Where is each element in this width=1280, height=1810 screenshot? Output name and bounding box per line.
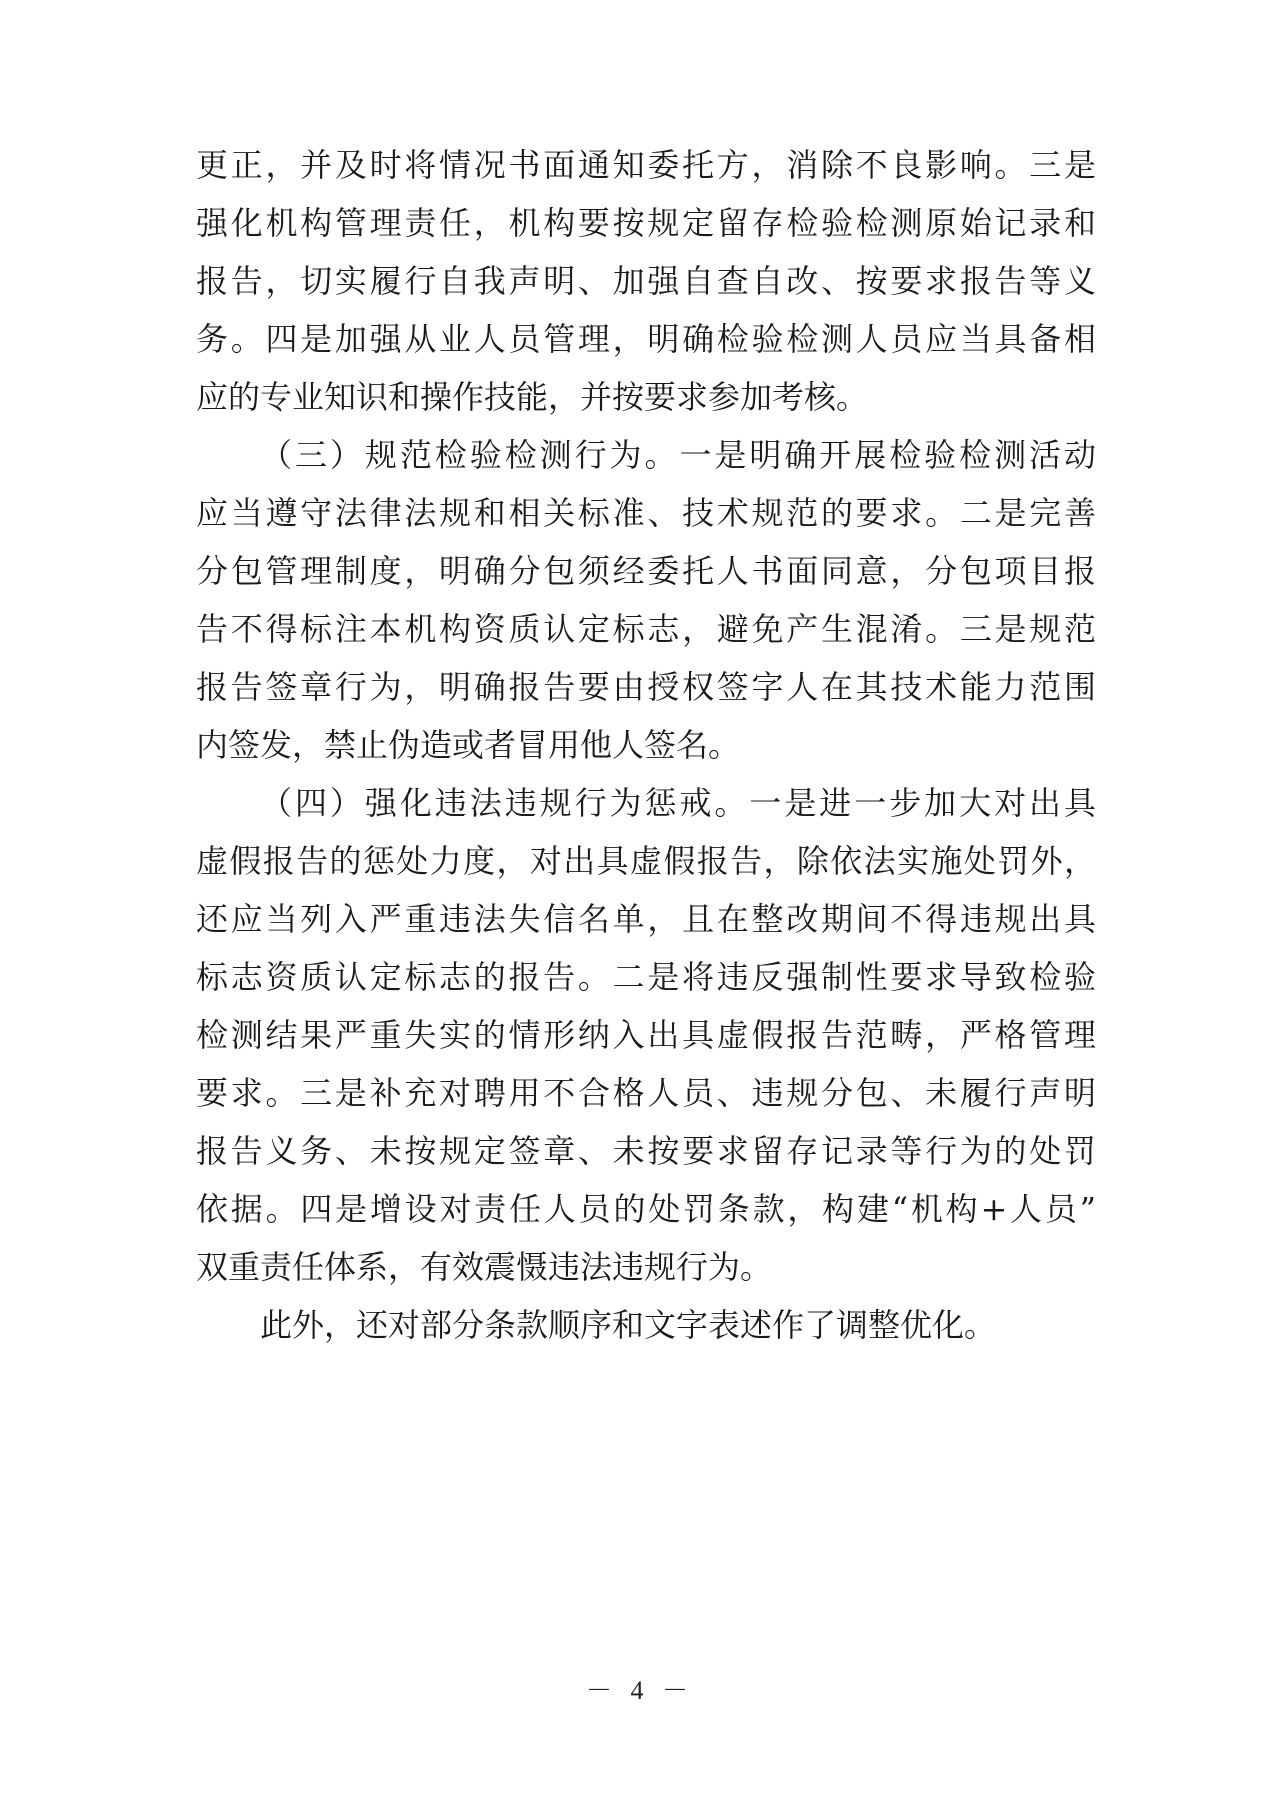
text-line: 务。四是加强从业人员管理，明确检验检测人员应当具备相 [196, 320, 1096, 358]
text-line: 内签发，禁止伪造或者冒用他人签名。 [196, 726, 741, 764]
text-line: 报告义务、未按规定签章、未按要求留存记录等行为的处罚 [196, 1132, 1096, 1170]
text-line: 更正，并及时将情况书面通知委托方，消除不良影响。三是 [196, 146, 1096, 184]
page-number: － 4 － [585, 1676, 694, 1705]
text-line: 双重责任体系，有效震慑违法违规行为。 [196, 1248, 773, 1286]
text-line: 报告，切实履行自我声明、加强自查自改、按要求报告等义 [196, 262, 1096, 300]
text-line: 依据。四是增设对责任人员的处罚条款，构建“机构+人员” [196, 1190, 1096, 1228]
section-heading-line: （四）强化违法违规行为惩戒。一是进一步加大对出具 [260, 784, 1096, 822]
text-line: 强化机构管理责任，机构要按规定留存检验检测原始记录和 [196, 204, 1096, 242]
text-line: 要求。三是补充对聘用不合格人员、违规分包、未履行声明 [196, 1074, 1096, 1112]
text-line: 检测结果严重失实的情形纳入出具虚假报告范畴，严格管理 [196, 1016, 1096, 1054]
text-line: 应的专业知识和操作技能，并按要求参加考核。 [196, 378, 869, 416]
text-line: 还应当列入严重违法失信名单，且在整改期间不得违规出具 [196, 900, 1096, 938]
text-line: 应当遵守法律法规和相关标准、技术规范的要求。二是完善 [196, 494, 1096, 532]
closing-paragraph: 此外，还对部分条款顺序和文字表述作了调整优化。 [260, 1306, 997, 1344]
section-heading-line: （三）规范检验检测行为。一是明确开展检验检测活动 [260, 436, 1096, 474]
text-line: 标志资质认定标志的报告。二是将违反强制性要求导致检验 [196, 958, 1096, 996]
text-line: 虚假报告的惩处力度，对出具虚假报告，除依法实施处罚外， [196, 842, 1096, 880]
text-line: 报告签章行为，明确报告要由授权签字人在其技术能力范围 [196, 668, 1096, 706]
text-line: 分包管理制度，明确分包须经委托人书面同意，分包项目报 [196, 552, 1096, 590]
text-line: 告不得标注本机构资质认定标志，避免产生混淆。三是规范 [196, 610, 1096, 648]
